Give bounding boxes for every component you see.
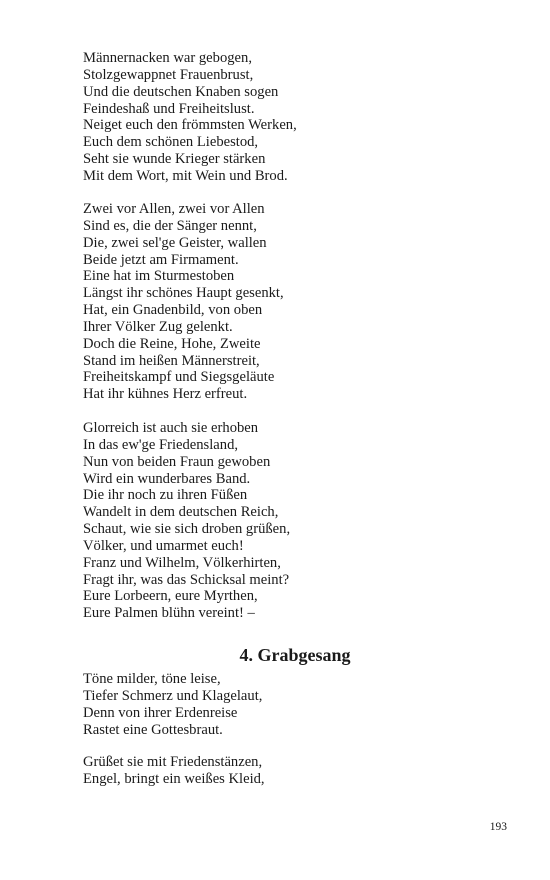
verse-line: Tiefer Schmerz und Klagelaut,: [83, 687, 263, 704]
verse-line: Und die deutschen Knaben sogen: [83, 83, 279, 100]
stanza-3: [83, 420, 483, 622]
verse-line: Doch die Reine, Hohe, Zweite: [83, 335, 261, 352]
verse-line: Denn von ihrer Erdenreise: [83, 704, 238, 721]
section-heading: 4. Grabgesang: [239, 645, 351, 665]
verse-line: Fragt ihr, was das Schicksal meint?: [83, 571, 290, 588]
verse-line: Franz und Wilhelm, Völkerhirten,: [83, 554, 281, 571]
verse-line: Hat, ein Gnadenbild, von oben: [83, 302, 263, 319]
verse-line: Ihrer Völker Zug gelenkt.: [83, 318, 233, 335]
verse-line: Beide jetzt am Firmament.: [83, 251, 239, 268]
verse-line: Zwei vor Allen, zwei vor Allen: [83, 201, 265, 217]
verse-line: Die, zwei sel'ge Geister, wallen: [83, 234, 267, 251]
verse-line: Töne milder, töne leise,: [83, 671, 221, 687]
verse-line: Längst ihr schönes Haupt gesenkt,: [83, 285, 284, 302]
verse-line: Stolzgewappnet Frauenbrust,: [83, 66, 254, 83]
verse-line: Sind es, die der Sänger nennt,: [83, 217, 257, 234]
verse-line: Engel, bringt ein weißes Kleid,: [83, 770, 265, 787]
verse-line: Rastet eine Gottesbraut.: [83, 721, 223, 738]
verse-line: Feindeshaß und Freiheitslust.: [83, 100, 255, 117]
verse-line: Stand im heißen Männerstreit,: [83, 352, 260, 369]
verse-line: Grüßet sie mit Friedenstänzen,: [83, 754, 263, 770]
stanza-2: [83, 201, 483, 403]
verse-line: Glorreich ist auch sie erhoben: [83, 420, 259, 436]
verse-line: In das ew'ge Friedensland,: [83, 436, 239, 453]
verse-line: Die ihr noch zu ihren Füßen: [83, 487, 248, 504]
verse-line: Mit dem Wort, mit Wein und Brod.: [83, 167, 288, 184]
verse-line: Euch dem schönen Liebestod,: [83, 134, 259, 151]
verse-line: Hat ihr kühnes Herz erfreut.: [83, 386, 248, 403]
verse-line: Männernacken war gebogen,: [83, 50, 252, 66]
verse-line: Völker, und umarmet euch!: [83, 537, 244, 554]
verse-line: Wird ein wunderbares Band.: [83, 470, 251, 487]
verse-line: Schaut, wie sie sich droben grüßen,: [83, 521, 291, 538]
stanza-4: [83, 671, 483, 738]
verse-line: Eure Lorbeern, eure Myrthen,: [83, 588, 258, 605]
verse-line: Neiget euch den frömmsten Werken,: [83, 117, 297, 134]
stanza-5: [83, 754, 483, 788]
verse-line: Wandelt in dem deutschen Reich,: [83, 504, 279, 521]
verse-line: Seht sie wunde Krieger stärken: [83, 151, 266, 168]
page-number: 193: [489, 821, 507, 833]
verse-line: Nun von beiden Fraun gewoben: [83, 453, 271, 470]
verse-line: Eine hat im Sturmestoben: [83, 268, 235, 285]
stanza-1: [83, 50, 483, 185]
verse-line: Eure Palmen blühn vereint! –: [83, 605, 255, 622]
verse-line: Freiheitskampf und Siegsgeläute: [83, 369, 275, 386]
